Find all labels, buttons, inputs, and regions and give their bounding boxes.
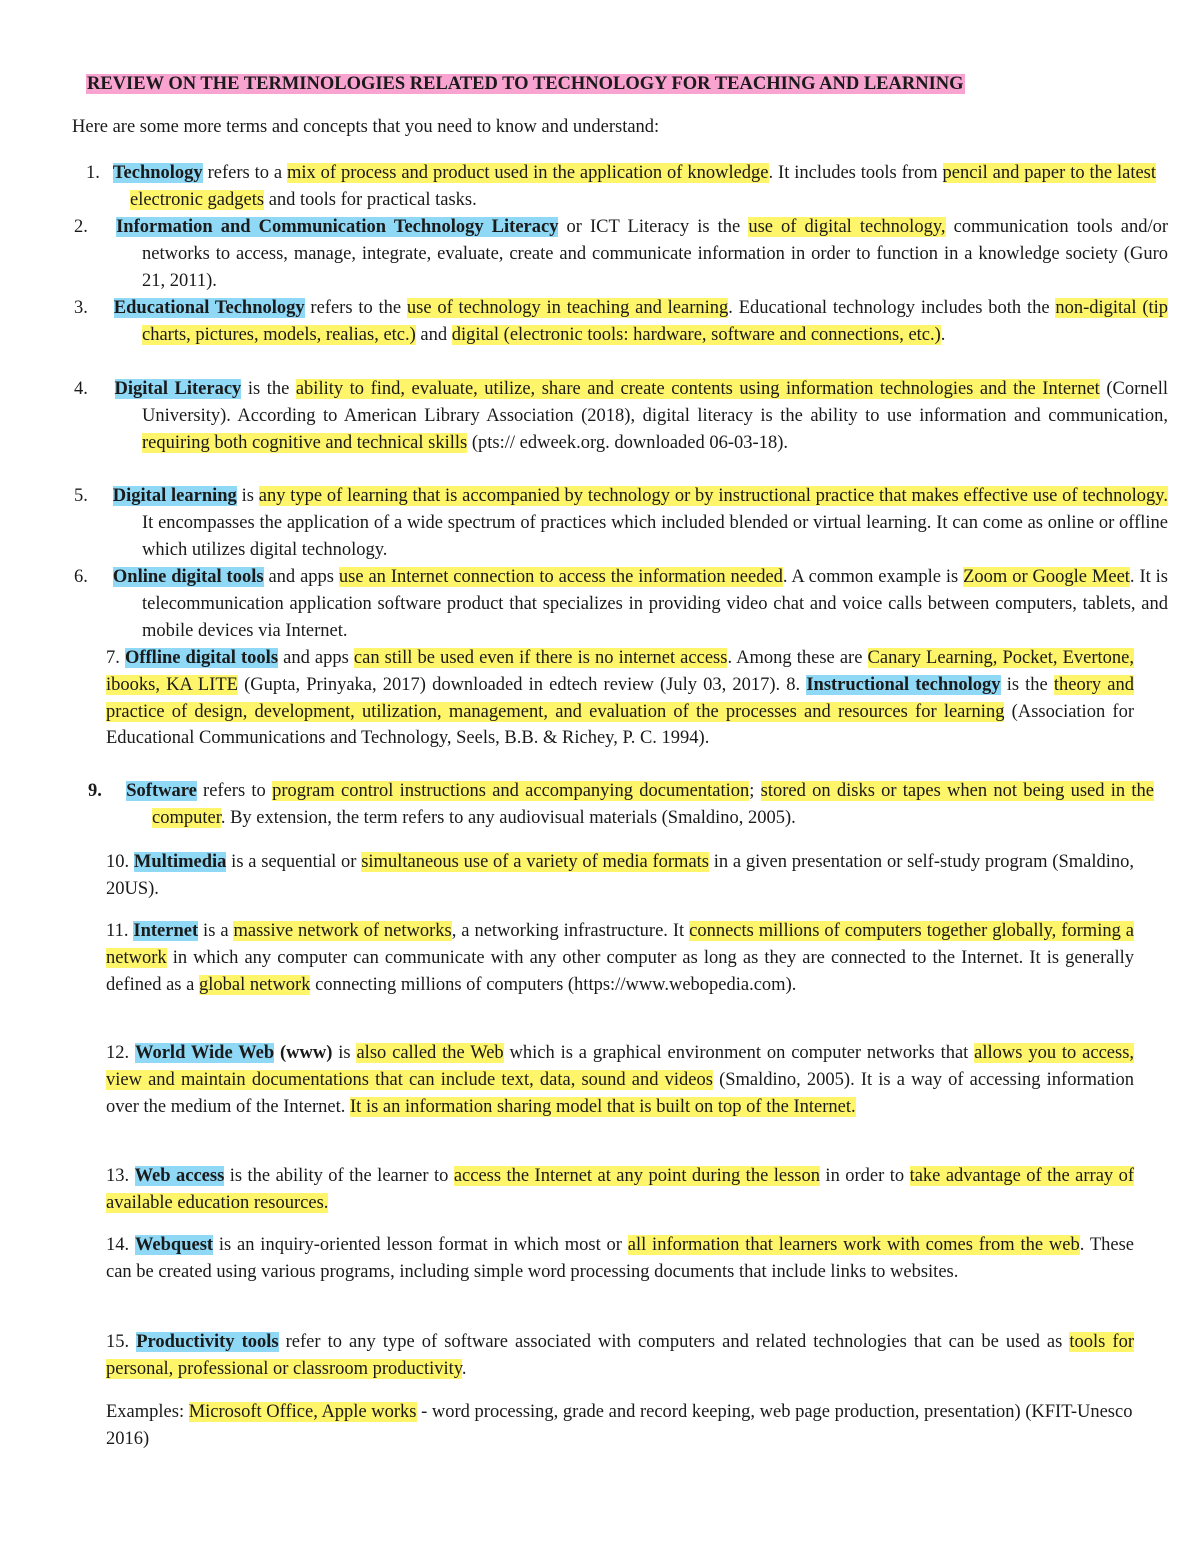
text-highlight: simultaneous use of a variety of media formats	[361, 852, 709, 872]
list-item	[88, 778, 1155, 832]
term-highlight: Internet	[133, 921, 199, 941]
list-item	[106, 1163, 1134, 1217]
item-text: 1. Technology refers to a mix of process and product used in the application of knowledge. It includes tools from pencil and paper to the latest electronic gadgets and tools for practical tasks.	[86, 163, 1157, 210]
term-highlight: Educational Technology	[113, 298, 305, 318]
body-text: is a sequential or	[226, 852, 362, 872]
text-highlight: take advantage of the array of available education resources.	[106, 1166, 1135, 1213]
body-text: and tools for practical tasks.	[264, 189, 477, 210]
body-text: connecting millions of computers (https://www.webopedia.com).	[310, 974, 797, 995]
text-highlight: mix of process and product used in the application of knowledge	[286, 163, 769, 183]
body-text: which is a graphical environment on computer networks that	[503, 1043, 975, 1063]
body-text: - word processing, grade and record keeping, web page production, presentation) (KFIT-Unesco 2016)	[106, 1402, 1133, 1449]
body-text: is the	[1000, 674, 1054, 695]
item-number: 11.	[106, 921, 129, 941]
body-text: is	[332, 1043, 357, 1063]
body-text: . It includes tools from	[768, 163, 943, 183]
body-text: . By extension, the term refers to any audiovisual materials (Smaldino, 2005).	[220, 807, 796, 828]
text-highlight: can still be used even if there is no internet access	[353, 648, 728, 668]
bold-text: (www)	[274, 1043, 333, 1063]
list-item	[74, 376, 1168, 456]
body-text: refers to a	[202, 163, 287, 183]
term-highlight: Digital Literacy	[114, 379, 242, 399]
text-highlight: requiring both cognitive and technical skills	[142, 432, 468, 453]
item-number: 10.	[106, 852, 130, 872]
examples-paragraph	[106, 1399, 1134, 1453]
item-text: 9. Software refers to program control instructions and accompanying documentation; stored on disks or tapes when not being used in the computer. By extension, the term refers to any audiovisual materials (Smaldino, 2005).	[88, 781, 1155, 828]
item-number: 12.	[106, 1043, 130, 1063]
body-text: (Association for Educational Communications and Technology, Seels, B.B. & Richey, P. C. 1994).	[106, 701, 1134, 749]
text-highlight: digital (electronic tools: hardware, software and connections, etc.)	[451, 324, 941, 345]
list-item	[74, 564, 1168, 644]
item-number: 14.	[106, 1235, 130, 1255]
item-text: 6. Online digital tools and apps use an Internet connection to access the information needed. A common example is Zoom or Google Meet. It is telecommunication application software product that specializes in providing video chat and voice calls between computers, tablets, and mobile devices via Internet.	[74, 567, 1168, 641]
item-text: 5. Digital learning is any type of learning that is accompanied by technology or by instructional practice that makes effective use of technology. It encompasses the application of a wide spectrum of practices which included blended or virtual learning. It can come as online or offline which utilizes digital technology.	[74, 486, 1168, 560]
body-text: refers to	[196, 781, 273, 801]
list-item	[106, 645, 1134, 752]
body-text: . It is telecommunication application software product that specializes in providing video chat and voice calls between computers, tablets, and mobile devices via Internet.	[142, 567, 1168, 641]
item-text	[106, 849, 1134, 903]
body-text: .	[940, 324, 946, 345]
text-highlight: Zoom or Google Meet	[963, 567, 1130, 587]
body-text: . These can be created using various programs, including simple word processing documents that include links to websites.	[106, 1235, 1134, 1282]
list-item	[74, 295, 1169, 349]
item-text: 3. Educational Technology refers to the use of technology in teaching and learning. Educational technology includes both the non-digital (tip charts, pictures, models, realias, etc.) and digital (electronic tools: hardware, software and connections, etc.).	[74, 298, 1169, 345]
item-text	[106, 1399, 1134, 1453]
body-text: and	[415, 324, 452, 345]
body-text: ;	[749, 781, 761, 801]
body-text: in which any computer can communicate with any other computer as long as they are connected to the Internet. It is generally defined as a	[106, 947, 1134, 995]
text-highlight: pencil and paper to the latest electronic gadgets	[130, 163, 1157, 210]
term-highlight: Offline digital tools	[124, 648, 279, 668]
term-highlight: Technology	[112, 163, 203, 183]
text-highlight: non-digital (tip charts, pictures, models, realias, etc.)	[142, 298, 1169, 345]
list-item	[74, 214, 1169, 294]
text-highlight: use of digital technology,	[748, 217, 946, 237]
body-text: , a networking infrastructure. It	[451, 921, 690, 941]
body-text: in a given presentation or self-study program (Smaldino, 20US).	[106, 852, 1135, 899]
body-text: .	[461, 1358, 467, 1379]
term-highlight: Webquest	[134, 1235, 214, 1255]
term-highlight: Productivity tools	[136, 1332, 279, 1352]
body-text: It encompasses the application of a wide spectrum of practices which included blended or virtual learning. It can come as online or offline which utilizes digital technology.	[142, 512, 1168, 560]
body-text: and apps	[263, 567, 339, 587]
text-highlight: connects millions of computers together globally, forming a network	[106, 921, 1134, 968]
text-highlight: massive network of networks	[233, 921, 452, 941]
term-highlight: Web access	[134, 1166, 225, 1186]
text-highlight: use of technology in teaching and learning	[406, 298, 729, 318]
body-text: refer to any type of software associated with computers and related technologies that can be used as	[278, 1332, 1070, 1352]
item-text	[106, 1163, 1134, 1217]
text-highlight: It is an information sharing model that is built on top of the Internet.	[350, 1096, 856, 1117]
body-text: and apps	[278, 648, 354, 668]
text-highlight: theory and practice of design, development, utilization, management, and evaluation of the processes and resources for learning	[106, 674, 1135, 722]
text-highlight: also called the Web	[356, 1043, 504, 1063]
text-highlight: ability to find, evaluate, utilize, share and create contents using information technologies and the Internet	[295, 379, 1100, 399]
term-highlight: Instructional technology	[806, 674, 1001, 695]
body-text: . Educational technology includes both the	[728, 298, 1056, 318]
text-highlight: tools for personal, professional or classroom productivity	[106, 1332, 1134, 1379]
body-text: (pts:// edweek.org. downloaded 06-03-18).	[467, 432, 788, 453]
term-highlight: Multimedia	[133, 852, 227, 872]
text-highlight: any type of learning that is accompanied by technology or by instructional practice that makes effective use of technology.	[258, 486, 1168, 506]
list-item	[106, 1329, 1134, 1383]
item-text	[106, 645, 1134, 752]
intro-paragraph: Here are some more terms and concepts that you need to know and understand:	[72, 117, 660, 137]
text-highlight: Microsoft Office, Apple works	[188, 1402, 417, 1422]
body-text: Examples:	[106, 1402, 189, 1422]
text-highlight: Canary Learning, Pocket, Evertone, ibooks, KA LITE	[106, 648, 1134, 695]
body-text: . A common example is	[782, 567, 964, 587]
item-text	[106, 1040, 1134, 1120]
item-text: 4. Digital Literacy is the ability to find, evaluate, utilize, share and create contents using information technologies and the Internet (Cornell University). According to American Library Association (2018), digital literacy is the ability to use information and communication, requiring both cognitive and technical skills (pts:// edweek.org. downloaded 06-03-18).	[74, 379, 1168, 453]
body-text: (Cornell University). According to American Library Association (2018), digital literacy is the ability to use information and communication,	[142, 379, 1168, 426]
body-text: is an inquiry-oriented lesson format in which most or	[213, 1235, 628, 1255]
body-text: (Gupta, Prinyaka, 2017) downloaded in edtech review (July 03, 2017). 8.	[238, 674, 807, 695]
text-highlight: global network	[198, 974, 311, 995]
term-highlight: World Wide Web	[134, 1043, 275, 1063]
text-highlight: program control instructions and accompanying documentation	[272, 781, 750, 801]
body-text: . Among these are	[727, 648, 868, 668]
text-highlight: use an Internet connection to access the information needed	[338, 567, 783, 587]
body-text: refers to the	[304, 298, 407, 318]
list-item	[74, 483, 1168, 563]
body-text: communication tools and/or networks to access, manage, integrate, evaluate, create and communicate information in order to function in a knowledge society (Guro 21, 2011).	[142, 217, 1169, 291]
text-highlight: all information that learners work with comes from the web	[627, 1235, 1080, 1255]
term-highlight: Software	[126, 781, 197, 801]
item-number: 13.	[106, 1166, 130, 1186]
item-text	[106, 1232, 1134, 1286]
body-text: is a	[198, 921, 234, 941]
list-item	[106, 849, 1134, 903]
text-highlight: access the Internet at any point during the lesson	[453, 1166, 820, 1186]
item-number: 15.	[106, 1332, 130, 1352]
body-text: is the	[241, 379, 296, 399]
term-highlight: Digital learning	[112, 486, 237, 506]
term-highlight: Information and Communication Technology Literacy	[116, 217, 559, 237]
body-text: or ICT Literacy is the	[558, 217, 749, 237]
body-text: is	[236, 486, 259, 506]
text-highlight: stored on disks or tapes when not being used in the computer	[152, 781, 1155, 828]
item-text	[106, 1329, 1134, 1383]
item-text	[106, 918, 1134, 998]
item-text: 2. Information and Communication Technology Literacy or ICT Literacy is the use of digital technology, communication tools and/or networks to access, manage, integrate, evaluate, create and communicate information in order to function in a knowledge society (Guro 21, 2011).	[74, 217, 1169, 291]
term-highlight: Online digital tools	[112, 567, 264, 587]
document-title	[86, 71, 1116, 97]
list-item	[106, 1040, 1134, 1120]
list-item	[106, 1232, 1134, 1286]
item-number: 7.	[106, 648, 120, 668]
text-highlight: allows you to access, view and maintain documentations that can include text, data, sound and videos	[106, 1043, 1135, 1090]
body-text: is the ability of the learner to	[224, 1166, 454, 1186]
document-title-text: REVIEW ON THE TERMINOLOGIES RELATED TO TECHNOLOGY FOR TEACHING AND LEARNING	[87, 74, 964, 94]
list-item	[106, 918, 1134, 998]
body-text: in order to	[819, 1166, 910, 1186]
list-item	[86, 160, 1157, 214]
body-text: (Smaldino, 2005). It is a way of accessing information over the medium of the Internet.	[106, 1069, 1134, 1117]
